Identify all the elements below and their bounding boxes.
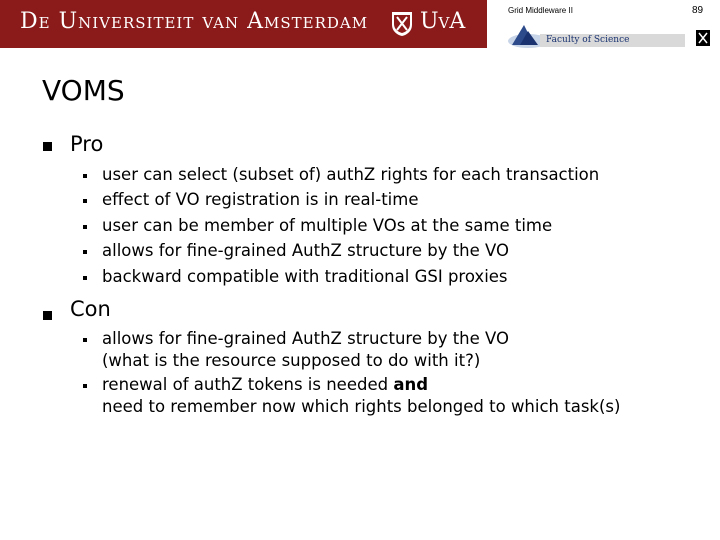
con-item-line: need to remember now which rights belonged to which task(s) — [102, 397, 621, 416]
bullet-small-square — [83, 225, 87, 229]
bullet-small-square — [83, 338, 87, 342]
emphasis-word: and — [393, 375, 429, 394]
bullet-small-square — [83, 174, 87, 178]
page-number: 89 — [692, 5, 704, 16]
con-item-line: allows for fine-grained AuthZ structure by the VO — [102, 329, 510, 348]
bullet-square — [43, 311, 52, 320]
section-heading-pro: Pro — [70, 132, 104, 156]
university-name: De Universiteit van Amsterdam — [20, 9, 369, 34]
course-title: Grid Middleware II — [508, 6, 573, 15]
pro-item: backward compatible with traditional GSI proxies — [102, 267, 508, 286]
university-shield-icon — [391, 11, 413, 37]
pro-item: allows for fine-grained AuthZ structure by the VO — [102, 241, 510, 260]
faculty-name: Faculty of Science — [546, 35, 630, 45]
slide-title: VOMS — [42, 74, 125, 107]
bullet-small-square — [83, 250, 87, 254]
university-banner — [0, 0, 487, 48]
pro-item: effect of VO registration is in real-time — [102, 190, 419, 209]
bullet-small-square — [83, 276, 87, 280]
bullet-small-square — [83, 199, 87, 203]
section-heading-con: Con — [70, 297, 111, 321]
bullet-small-square — [83, 384, 87, 388]
con-item — [102, 328, 509, 372]
pro-item: user can select (subset of) authZ rights for each transaction — [102, 165, 600, 184]
con-item-line: (what is the resource supposed to do with it?) — [102, 351, 481, 370]
university-short-name: UvA — [420, 9, 466, 34]
con-item-line: renewal of authZ tokens is needed — [102, 375, 394, 394]
bullet-square — [43, 142, 52, 151]
con-item — [102, 374, 620, 418]
pro-item: user can be member of multiple VOs at the same time — [102, 216, 553, 235]
crest-icon — [696, 30, 710, 46]
